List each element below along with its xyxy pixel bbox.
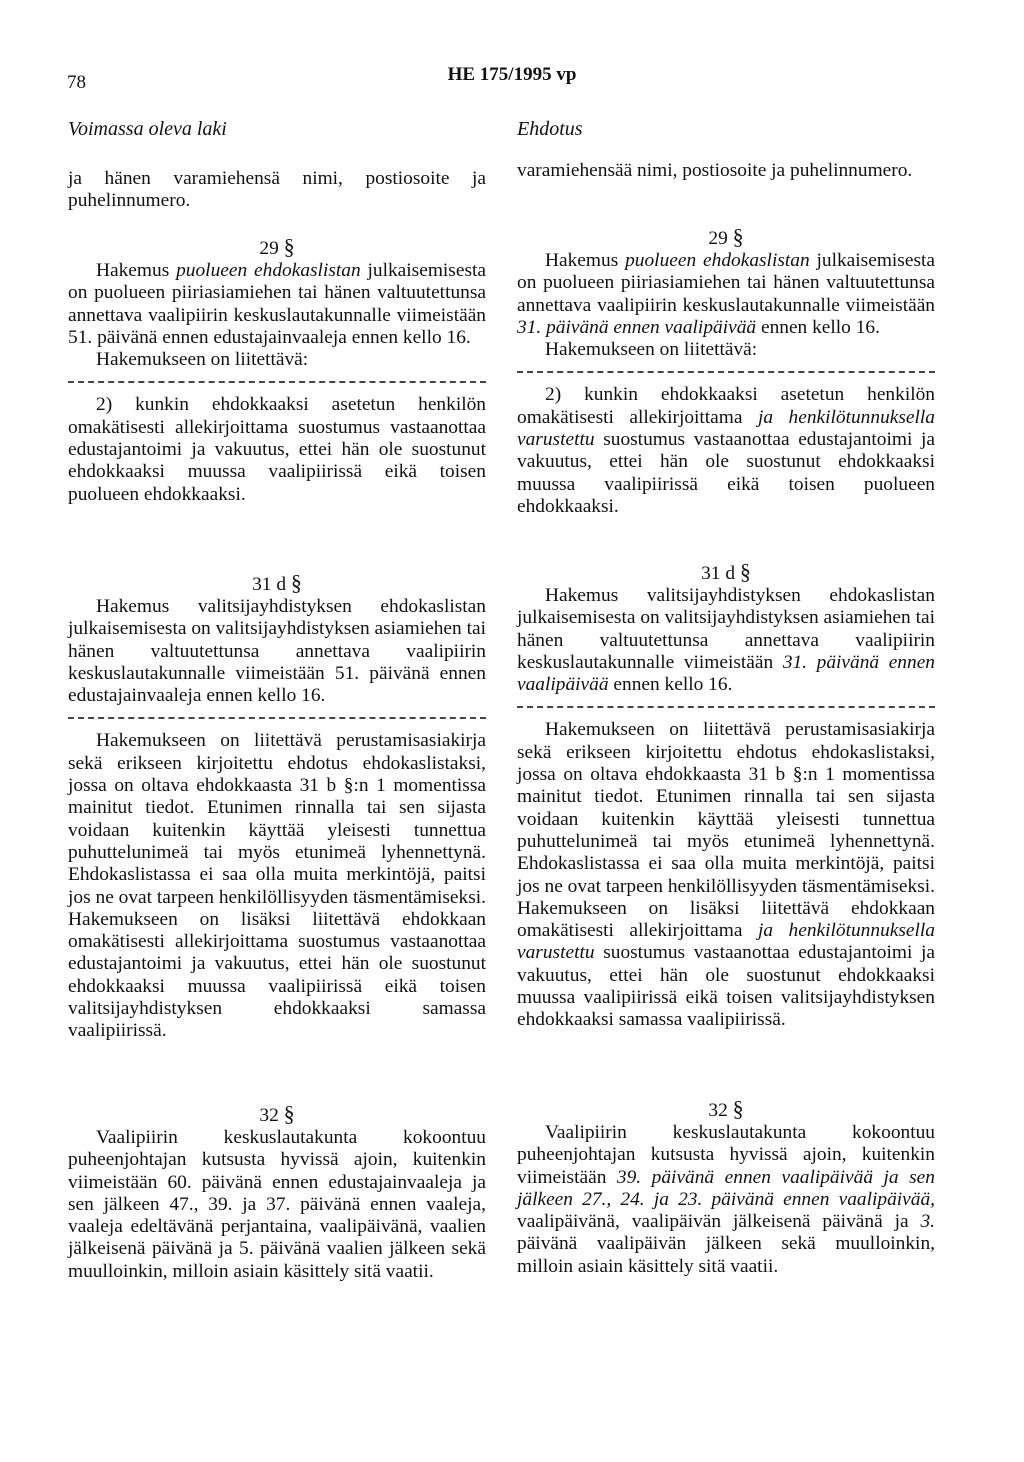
paragraph: 2) kunkin ehdokkaaksi asetetun henkilön omakätisesti allekirjoittama ja henkilötunnuksella varustettu suostumus vastaanottaa edustajantoimi ja vakuutus, ettei hän ole suostunut ehdokkaaksi muussa vaalipiirissä eikä toisen puolueen ehdokkaaksi.: [517, 384, 936, 517]
paragraph: Vaalipiirin keskuslautakunta kokoontuu puheenjohtajan kutsusta hyvissä ajoin, kuitenkin viimeistään 60. päivänä ennen edustajainvaaleja ja sen jälkeen 47., 39. ja 37. päivänä ennen vaaleja, vaaleja edeltävänä perjantaina, vaalipäivänä, vaalien jälkeisenä päivänä ja 5. päivänä vaalien jälkeen sekä muulloinkin, milloin asiain käsittely sitä vaatii.: [68, 1127, 486, 1282]
section-heading: [517, 561, 935, 585]
paragraph: Hakemukseen on liitettävä perustamisasiakirja sekä erikseen kirjoitettu ehdotus ehdokaslistaksi, jossa on oltava ehdokkaasta 31 b §:n 1 momentissa mainitut tiedot. Etunimen rinnalla tai sen sijasta voidaan kuitenkin käyttää yleisesti tunnettua puhuttelunimeä tai myös etunimeä lyhennettynä. Ehdokaslistassa ei saa olla muita merkintöjä, paitsi jos ne ovat tarpeen henkilöllisyyden täsmentämiseksi. Hakemukseen on lisäksi liitettävä ehdokkaan omakätisesti allekirjoittama suostumus vastaanottaa edustajantoimi ja vakuutus, ettei hän ole suostunut ehdokkaaksi muussa vaalipiirissä eikä toisen valitsijayhdistyksen ehdokkaaksi samassa vaalipiirissä.: [68, 730, 486, 1042]
section-number: 32: [708, 1100, 728, 1121]
paragraph: Hakemus valitsijayhdistyksen ehdokaslistan julkaisemisesta on valitsijayhdistyksen asiamiehen tai hänen valtuutettunsa annettava vaalipiirin keskuslautakunnalle viimeistään 31. päivänä ennen vaalipäivää ennen kello 16.: [517, 585, 935, 696]
section-29: [517, 226, 935, 518]
section-number: 31 d: [252, 574, 287, 595]
section-sign-icon: §: [283, 1101, 295, 1126]
current-law-column: [68, 118, 486, 1448]
omission-divider: [517, 706, 935, 709]
section-32: [68, 1103, 486, 1283]
section-32: [517, 1098, 935, 1278]
omission-divider: [68, 381, 486, 384]
section-number: 29: [708, 228, 728, 249]
intro-text: ja hänen varamiehensä nimi, postiosoite ja puhelinnumero.: [68, 168, 486, 212]
section-31d: [517, 561, 935, 1032]
page-number: 78: [67, 72, 86, 93]
section-29: [68, 236, 486, 506]
section-31d: [68, 572, 486, 1043]
paragraph: Hakemus puolueen ehdokaslistan julkaisemisesta on puolueen piiriasiamiehen tai hänen valtuutettunsa annettava vaalipiirin keskuslautakunnalle viimeistään 51. päivänä ennen edustajainvaaleja ennen kello 16.: [68, 260, 486, 348]
paragraph: 2) kunkin ehdokkaaksi asetetun henkilön omakätisesti allekirjoittama suostumus vastaanottaa edustajantoimi ja vakuutus, ettei hän ole suostunut ehdokkaaksi muussa vaalipiirissä eikä toisen puolueen ehdokkaaksi.: [68, 394, 486, 505]
section-sign-icon: §: [732, 1096, 744, 1121]
paragraph: Hakemukseen on liitettävä:: [545, 339, 758, 361]
omission-divider: [68, 717, 486, 720]
section-sign-icon: §: [283, 234, 295, 259]
section-heading: [517, 226, 935, 250]
section-heading: [68, 236, 486, 260]
column-heading: Ehdotus: [517, 118, 583, 140]
paragraph: Vaalipiirin keskuslautakunta kokoontuu puheenjohtajan kutsusta hyvissä ajoin, kuitenkin viimeistään 39. päivänä ennen vaalipäivää ja sen jälkeen 27., 24. ja 23. päivänä ennen vaalipäivää, vaalipäivänä, vaalipäivän jälkeisenä päivänä ja 3. päivänä vaalipäivän jälkeen sekä muulloinkin, milloin asiain käsittely sitä vaatii.: [517, 1122, 935, 1277]
section-number: 29: [259, 238, 279, 259]
paragraph: Hakemus valitsijayhdistyksen ehdokaslistan julkaisemisesta on valitsijayhdistyksen asiamiehen tai hänen valtuutettunsa annettava vaalipiirin keskuslautakunnalle viimeistään 51. päivänä ennen edustajainvaaleja ennen kello 16.: [68, 596, 486, 707]
column-heading: Voimassa oleva laki: [68, 118, 227, 140]
proposal-column: [517, 118, 935, 1448]
section-sign-icon: §: [739, 559, 751, 584]
section-heading: [68, 572, 486, 596]
section-sign-icon: §: [290, 570, 302, 595]
section-heading: [517, 1098, 935, 1122]
section-number: 32: [259, 1105, 279, 1126]
intro-text: varamiehensää nimi, postiosoite ja puhelinnumero.: [517, 160, 913, 181]
document-id: HE 175/1995 vp: [447, 64, 577, 85]
section-sign-icon: §: [732, 224, 744, 249]
paragraph: Hakemus puolueen ehdokaslistan julkaisemisesta on puolueen piiriasiamiehen tai hänen valtuutettunsa annettava vaalipiirin keskuslautakunnalle viimeistään 31. päivänä ennen vaalipäivää ennen kello 16.: [517, 250, 935, 338]
omission-divider: [517, 371, 935, 374]
paragraph: Hakemukseen on liitettävä perustamisasiakirja sekä erikseen kirjoitettu ehdotus ehdokaslistaksi, jossa on oltava ehdokkaasta 31 b §:n 1 momentissa mainitut tiedot. Etunimen rinnalla tai sen sijasta voidaan kuitenkin käyttää yleisesti tunnettua puhuttelunimeä tai myös etunimeä lyhennettynä. Ehdokaslistassa ei saa olla muita merkintöjä, paitsi jos ne ovat tarpeen henkilöllisyyden täsmentämiseksi. Hakemukseen on lisäksi liitettävä ehdokkaan omakätisesti allekirjoittama ja henkilötunnuksella varustettu suostumus vastaanottaa edustajantoimi ja vakuutus, ettei hän ole suostunut ehdokkaaksi muussa vaalipiirissä eikä toisen valitsijayhdistyksen ehdokkaaksi samassa vaalipiirissä.: [517, 719, 936, 1031]
section-number: 31 d: [701, 563, 736, 584]
section-heading: [68, 1103, 486, 1127]
paragraph: Hakemukseen on liitettävä:: [96, 349, 309, 371]
